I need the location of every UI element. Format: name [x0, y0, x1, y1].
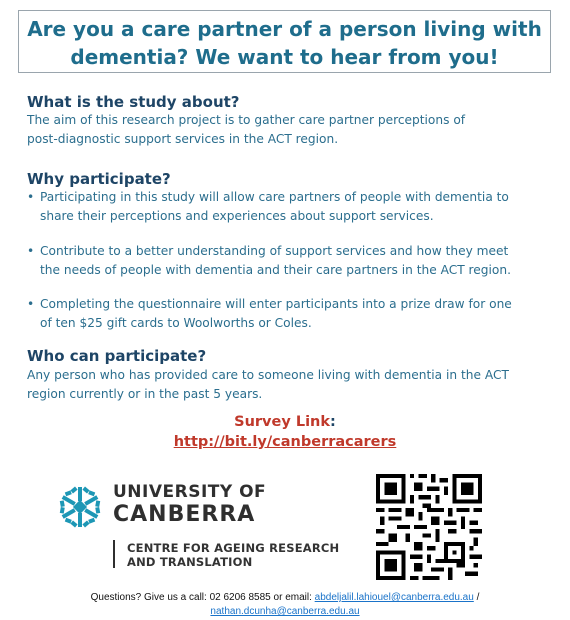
- bullet-dot: •: [27, 244, 35, 258]
- survey-link-row: [0, 434, 570, 450]
- study-heading: What is the study about?: [27, 93, 240, 111]
- survey-label: Survey Link: [234, 414, 331, 430]
- qr-code-icon: [376, 474, 482, 580]
- why-bullet-1: [27, 188, 552, 226]
- study-line-1: The aim of this research project is to gather care partner perceptions of: [27, 113, 466, 127]
- who-heading: Who can participate?: [27, 347, 207, 365]
- contact-line-1: [0, 591, 570, 605]
- survey-colon: :: [330, 414, 336, 430]
- bullet-line: the needs of people with dementia and their care partners in the ACT region.: [40, 263, 511, 277]
- title-line-1: Are you a care partner of a person living with: [27, 17, 542, 41]
- bullet-line: of ten $25 gift cards to Woolworths or Coles.: [40, 316, 312, 330]
- who-line-1: Any person who has provided care to someone living with dementia in the ACT: [27, 368, 509, 382]
- who-line-2: region currently or in the past 5 years.: [27, 387, 263, 401]
- why-heading: Why participate?: [27, 170, 171, 188]
- centre-line-1: CENTRE FOR AGEING RESEARCH: [127, 541, 340, 555]
- bullet-line: share their perceptions and experiences about support services.: [40, 209, 434, 223]
- bullet-dot: •: [27, 190, 35, 204]
- study-line-2: post-diagnostic support services in the ACT region.: [27, 132, 339, 146]
- why-bullet-3: [27, 295, 552, 333]
- title-line-2: dementia? We want to hear from you!: [70, 45, 499, 69]
- bullet-dot: •: [27, 297, 35, 311]
- study-text: [27, 111, 552, 149]
- email-link-2[interactable]: nathan.dcunha@canberra.edu.au: [210, 606, 360, 617]
- who-text: [27, 366, 552, 404]
- contact-line-2: [0, 605, 570, 619]
- email-link-1[interactable]: abdeljalil.lahiouel@canberra.edu.au: [314, 592, 474, 603]
- survey-label-row: [0, 414, 570, 430]
- bullet-line: Participating in this study will allow care partners of people with dementia to: [40, 190, 509, 204]
- snowflake-logo-icon: [57, 484, 103, 530]
- contact-separator: /: [476, 592, 480, 603]
- contact-prefix: Questions? Give us a call: 02 6206 8585 or email:: [90, 592, 312, 603]
- canberra-text: CANBERRA: [113, 502, 256, 527]
- university-of-text: UNIVERSITY OF: [113, 482, 267, 502]
- bullet-line: Contribute to a better understanding of support services and how they meet: [40, 244, 509, 258]
- why-bullet-2: [27, 242, 552, 280]
- title-box: [18, 10, 551, 73]
- bullet-line: Completing the questionnaire will enter participants into a prize draw for one: [40, 297, 512, 311]
- survey-link[interactable]: http://bit.ly/canberracarers: [173, 434, 397, 450]
- logo-divider: [113, 540, 115, 568]
- centre-line-2: AND TRANSLATION: [127, 555, 253, 569]
